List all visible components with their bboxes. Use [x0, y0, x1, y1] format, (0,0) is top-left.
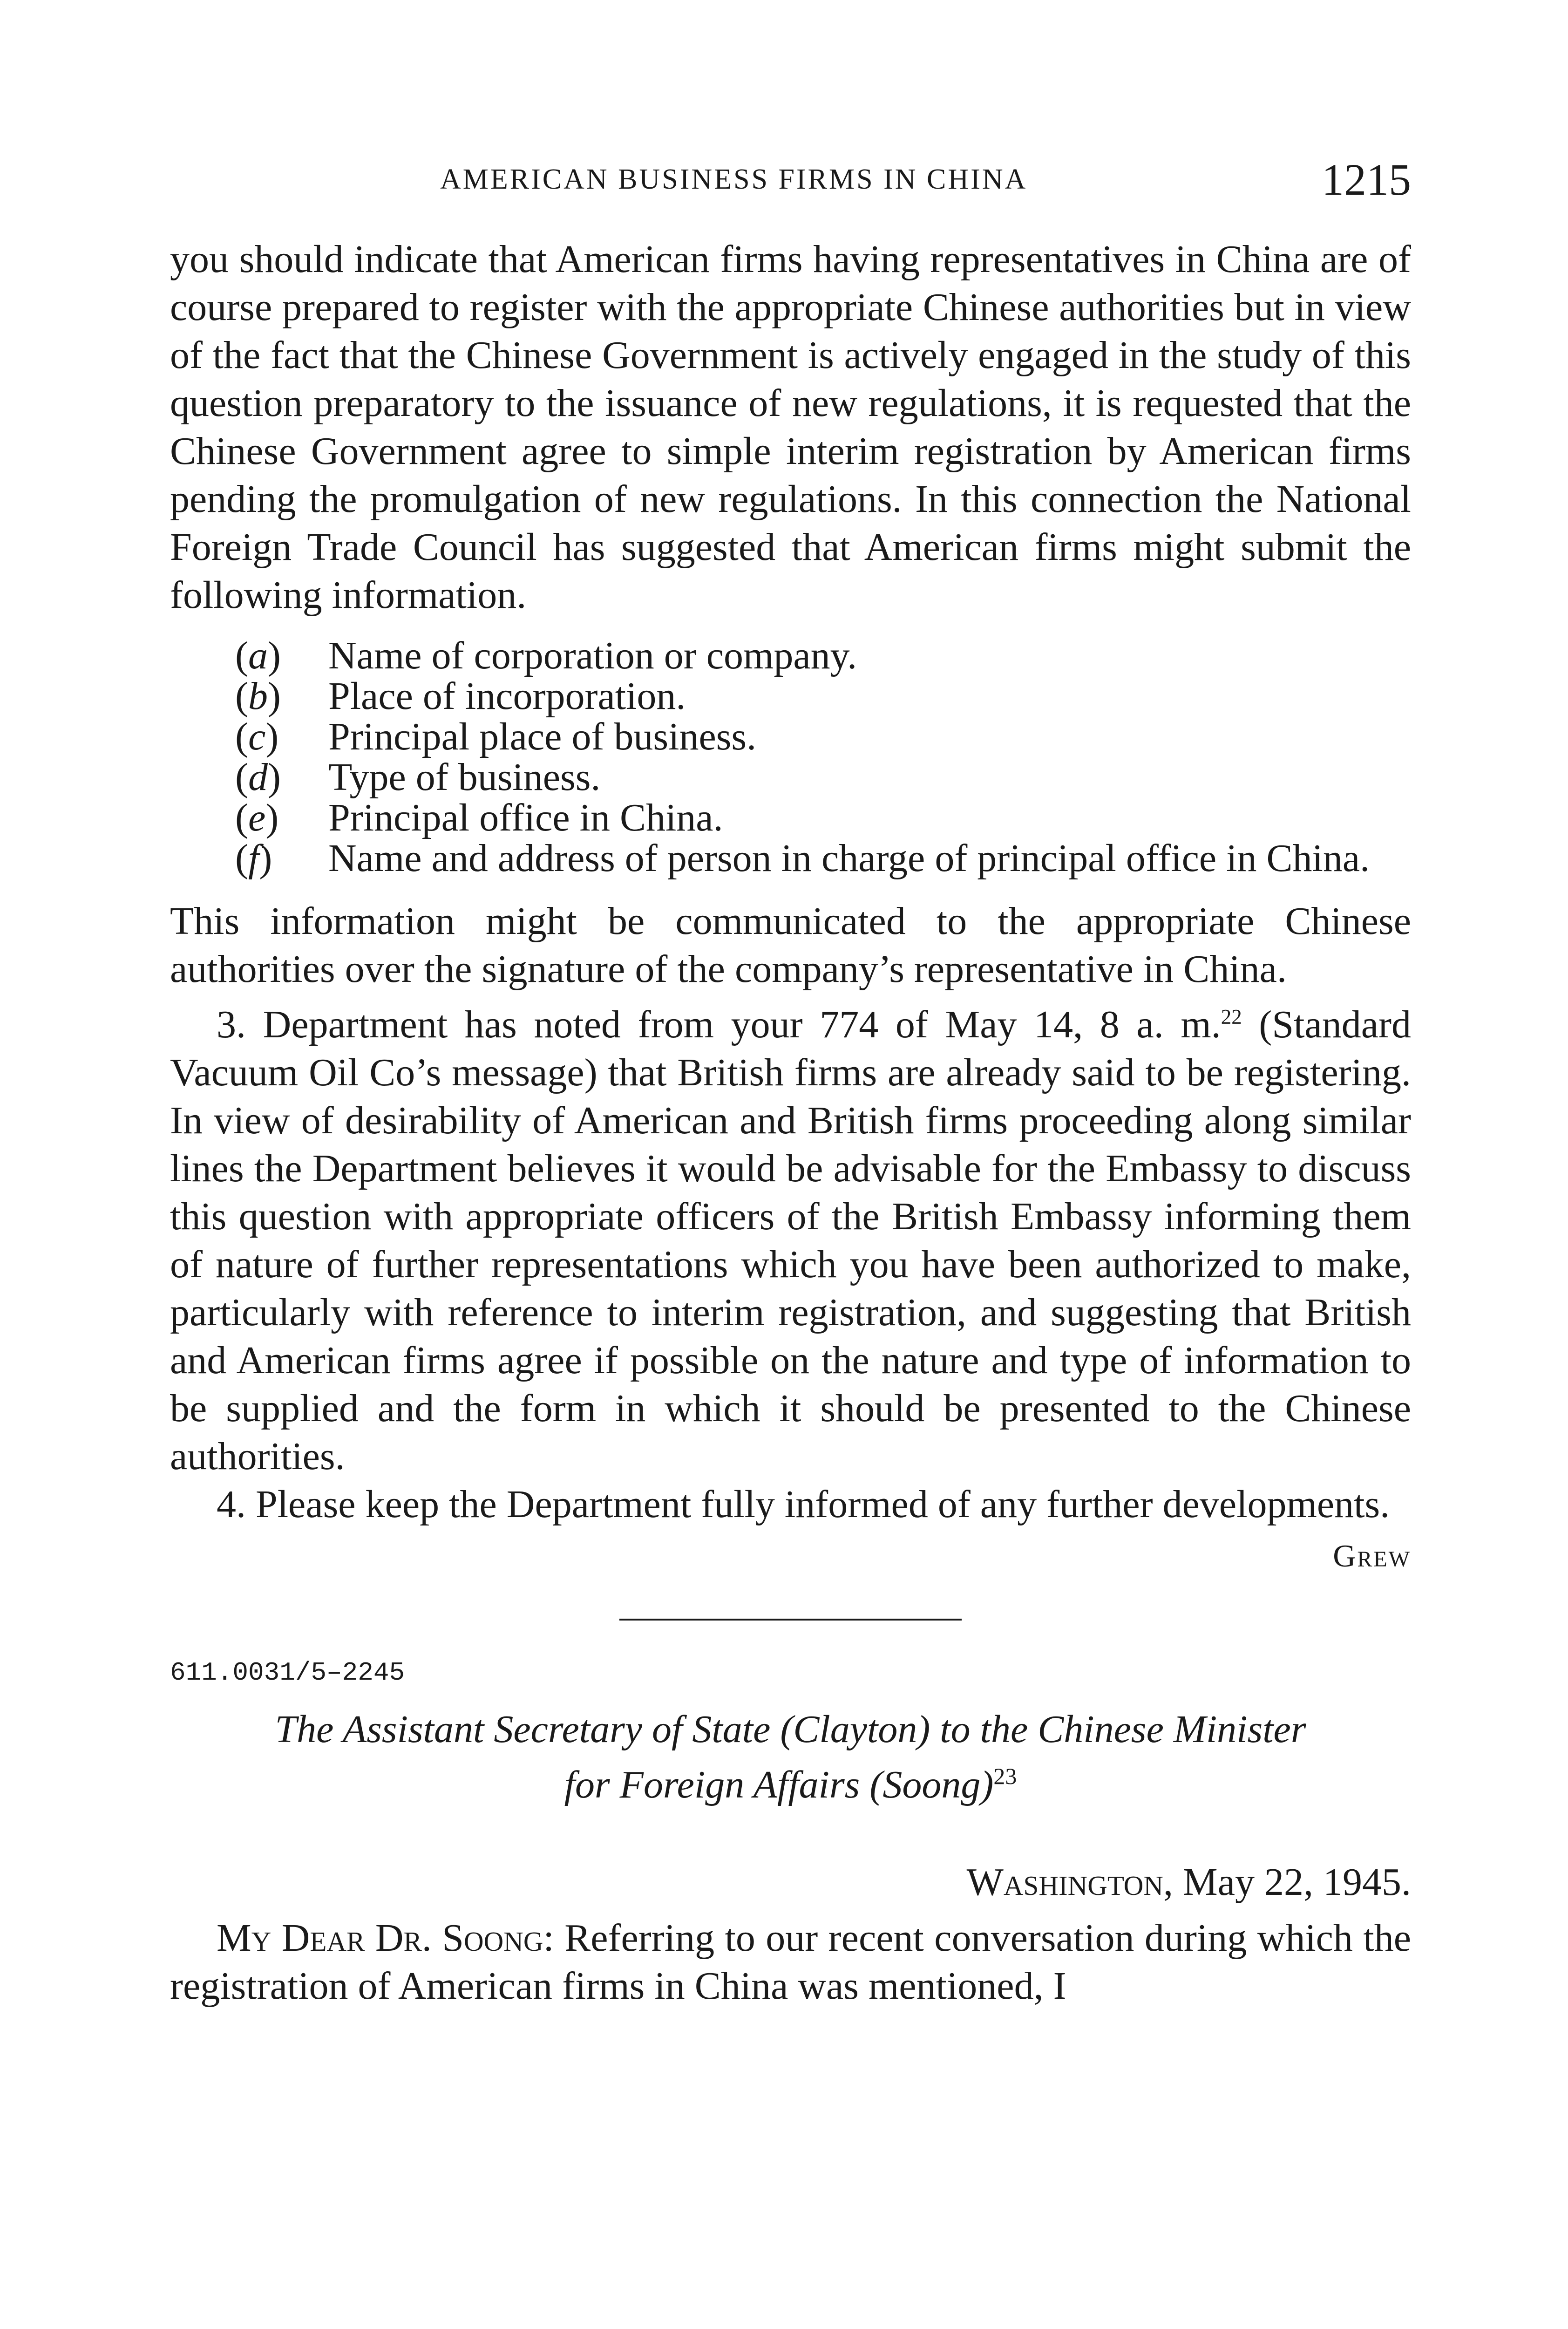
list-item-letter: a [248, 634, 268, 677]
footnote-ref: 22 [1221, 1005, 1242, 1028]
list-item: (b) Place of incorporation. [235, 674, 686, 718]
page-number: 1215 [1322, 155, 1411, 204]
list-item: (a) Name of corporation or company. [235, 634, 857, 677]
paragraph-1: you should indicate that American firms having representatives in China are of course prepared to register with the appropriate Chinese authorities but in view of the fact that the Chinese Government is actively engaged in the study of this question preparatory to the issuance of new regulations, it is requested that the Chinese Government agree to simple interim registration by American firms pending the promulgation of new regulations. In this connection the National Foreign Trade Council has suggested that American firms might submit the following information. [170, 238, 1411, 617]
list-item-letter: b [248, 674, 268, 718]
list-item-letter: c [248, 715, 266, 758]
list-item: (e) Principal office in China. [235, 796, 723, 839]
dateline [170, 1859, 1411, 1905]
paragraph-4: 4. Please keep the Department fully informed of any further developments. [217, 1483, 1390, 1526]
signature: Grew [1333, 1538, 1411, 1573]
list-item-letter: d [248, 756, 268, 799]
footnote-ref: 23 [993, 1763, 1017, 1789]
list-item: (d) Type of business. [235, 756, 601, 799]
list-item-text: Principal office in China. [328, 796, 723, 839]
paragraph-2: This information might be communicated to the appropriate Chinese authorities over the signature of the company’s representative in China. [170, 899, 1411, 991]
dateline-date: , May 22, 1945. [1163, 1860, 1411, 1904]
dateline-place: Washington [966, 1860, 1164, 1904]
list-item-text: Type of business. [328, 756, 601, 799]
opening-text: Referring to our recent conversation during which the registration of American firms in China was mentioned, I [170, 1916, 1411, 2008]
letter-opening: My Dear Dr. Soong: Referring to our recent conversation during which the registration of American firms in China was mentioned, I [170, 1916, 1411, 2008]
list-item-letter: e [248, 796, 266, 839]
page-header [170, 154, 1411, 210]
list-item-text: Name of corporation or company. [328, 634, 857, 677]
section-divider [619, 1619, 962, 1621]
list-item: (c) Principal place of business. [235, 715, 757, 758]
title-line-2: for Foreign Affairs (Soong) [564, 1763, 994, 1806]
list-item-text: Name and address of person in charge of principal office in China. [328, 837, 1370, 880]
paragraph-3: 3. Department has noted from your 774 of May 14, 8 a. m.$^{22}$ (Standard Vacuum Oil Co’s message) that British firms are already said to be registering. In view of desirability of American and British firms proceeding along similar lines the Department believes it would be advisable for the Embassy to discuss this question with appropriate officers of the British Embassy informing them of nature of further representations which you have been authorized to make, particularly with reference to interim registration, and suggesting that British and American firms agree if possible on the nature and type of information to be supplied and the form in which it should be presented to the Chinese authorities. [170, 1003, 1411, 1478]
list-item-text: Place of incorporation. [328, 674, 686, 718]
salutation: My Dear Dr. Soong [217, 1916, 543, 1960]
running-head: AMERICAN BUSINESS FIRMS IN CHINA [440, 163, 1028, 195]
list-item-letter: f [248, 837, 259, 880]
main-text [170, 235, 1411, 2010]
title-line-1: The Assistant Secretary of State (Clayton) to the Chinese Minister [275, 1708, 1306, 1751]
list-item-text: Principal place of business. [328, 715, 757, 758]
file-number: 611.0031/5–2245 [170, 1658, 405, 1688]
list-item: (f) Name and address of person in charge of principal office in China. [235, 837, 1370, 880]
information-list [170, 635, 1411, 878]
document-title [170, 1706, 1411, 1808]
